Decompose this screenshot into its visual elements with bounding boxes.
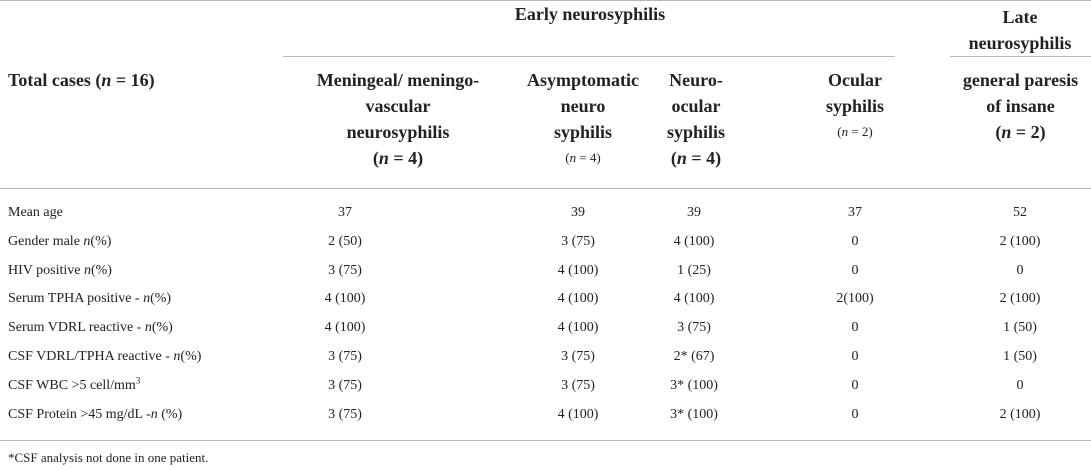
row-label: Serum TPHA positive - n(%) <box>8 291 172 306</box>
column-header-meningeal <box>273 67 523 171</box>
table-cell: 4 (100) <box>673 291 715 306</box>
table-cell: 4 (100) <box>324 291 366 306</box>
group-header-late-line-2: neurosyphilis <box>968 33 1072 53</box>
footnote <box>8 450 208 466</box>
column-header-line: syphilis <box>825 96 885 116</box>
row-label: Serum VDRL reactive - n(%) <box>8 320 173 335</box>
table-cell: 0 <box>1016 263 1024 278</box>
column-header-n: (n = 2) <box>995 122 1046 142</box>
table-cell: 37 <box>848 205 862 220</box>
group-header-early-text: Early neurosyphilis <box>514 4 666 24</box>
table-cell: 4 (100) <box>673 234 715 249</box>
column-header-n: (n = 4) <box>372 148 424 168</box>
column-header-line: Meningeal/ meningo- <box>316 70 480 90</box>
bottom-rule <box>0 440 1091 441</box>
table-cell: 2* (67) <box>673 349 715 364</box>
table-cell: 4 (100) <box>557 320 599 335</box>
table-cell: 52 <box>1013 205 1027 220</box>
table-cell: 0 <box>1016 378 1024 393</box>
column-header-line: neuro <box>560 96 606 116</box>
table-cell: 3 (75) <box>677 320 711 335</box>
column-header-line: of insane <box>986 96 1055 116</box>
column-header-line: Asymptomatic <box>527 70 639 90</box>
total-cases-value: = 16) <box>111 70 155 90</box>
table-cell: 3 (75) <box>561 234 595 249</box>
row-label: CSF WBC >5 cell/$mm^3$ <box>8 375 141 393</box>
table-cell: 2 (100) <box>999 234 1041 249</box>
column-header-n: (n = 4) <box>670 148 722 168</box>
header-rule <box>0 188 1091 189</box>
table-cell: 2 (50) <box>328 234 362 249</box>
table-cell: 0 <box>851 263 859 278</box>
column-header-line: general paresis <box>962 70 1079 90</box>
table-cell: 3 (75) <box>328 349 362 364</box>
table-cell: 0 <box>851 378 859 393</box>
table-cell: 2 (100) <box>999 407 1041 422</box>
table-cell: 3* (100) <box>670 407 718 422</box>
row-label: Mean age <box>8 205 63 220</box>
column-header-line: ocular <box>671 96 721 116</box>
table-cell: 3 (75) <box>328 407 362 422</box>
total-cases-header <box>8 67 155 93</box>
column-header-general-paresis <box>950 67 1091 145</box>
column-header-ocular <box>790 67 920 145</box>
column-header-line: Ocular <box>828 70 882 90</box>
group-header-early <box>440 1 740 27</box>
column-header-line: syphilis <box>666 122 726 142</box>
table-cell: 1 (50) <box>1003 320 1037 335</box>
row-label: HIV positive n(%) <box>8 263 112 278</box>
table-cell: 0 <box>851 349 859 364</box>
group-underline-early <box>283 56 895 57</box>
table-cell: 0 <box>851 320 859 335</box>
column-header-n: (n = 2) <box>837 124 873 139</box>
column-header-line: syphilis <box>553 122 613 142</box>
table-cell: 39 <box>571 205 585 220</box>
table-cell: 39 <box>687 205 701 220</box>
table-cell: 1 (25) <box>677 263 711 278</box>
table-cell: 2(100) <box>836 291 874 306</box>
table-cell: 37 <box>338 205 352 220</box>
table-cell: 0 <box>851 407 859 422</box>
table-cell: 2 (100) <box>999 291 1041 306</box>
column-header-n: (n = 4) <box>565 150 601 165</box>
group-header-late-line-1: Late <box>1002 7 1038 27</box>
table-cell: 3 (75) <box>328 263 362 278</box>
table-cell: 3* (100) <box>670 378 718 393</box>
table-cell: 4 (100) <box>324 320 366 335</box>
table-cell: 0 <box>851 234 859 249</box>
total-cases-n: n <box>101 70 112 90</box>
row-label: CSF Protein >45 mg/dL -n (%) <box>8 407 183 422</box>
row-label: CSF VDRL/TPHA reactive - n(%) <box>8 349 202 364</box>
group-underline-late <box>950 56 1091 57</box>
table-cell: 4 (100) <box>557 407 599 422</box>
column-header-neuro-ocular <box>636 67 756 171</box>
table-cell: 4 (100) <box>557 291 599 306</box>
column-header-line: vascular <box>365 96 431 116</box>
table-cell: 3 (75) <box>328 378 362 393</box>
column-header-line: Neuro- <box>669 70 723 90</box>
total-cases-label: Total cases ( <box>8 70 102 90</box>
footnote-text: *CSF analysis not done in one patient. <box>8 450 209 465</box>
table-cell: 3 (75) <box>561 378 595 393</box>
table-cell: 3 (75) <box>561 349 595 364</box>
column-header-line: neurosyphilis <box>346 122 450 142</box>
table-cell: 1 (50) <box>1003 349 1037 364</box>
table-cell: 4 (100) <box>557 263 599 278</box>
row-label: Gender male n(%) <box>8 234 112 249</box>
group-header-late <box>950 4 1090 56</box>
